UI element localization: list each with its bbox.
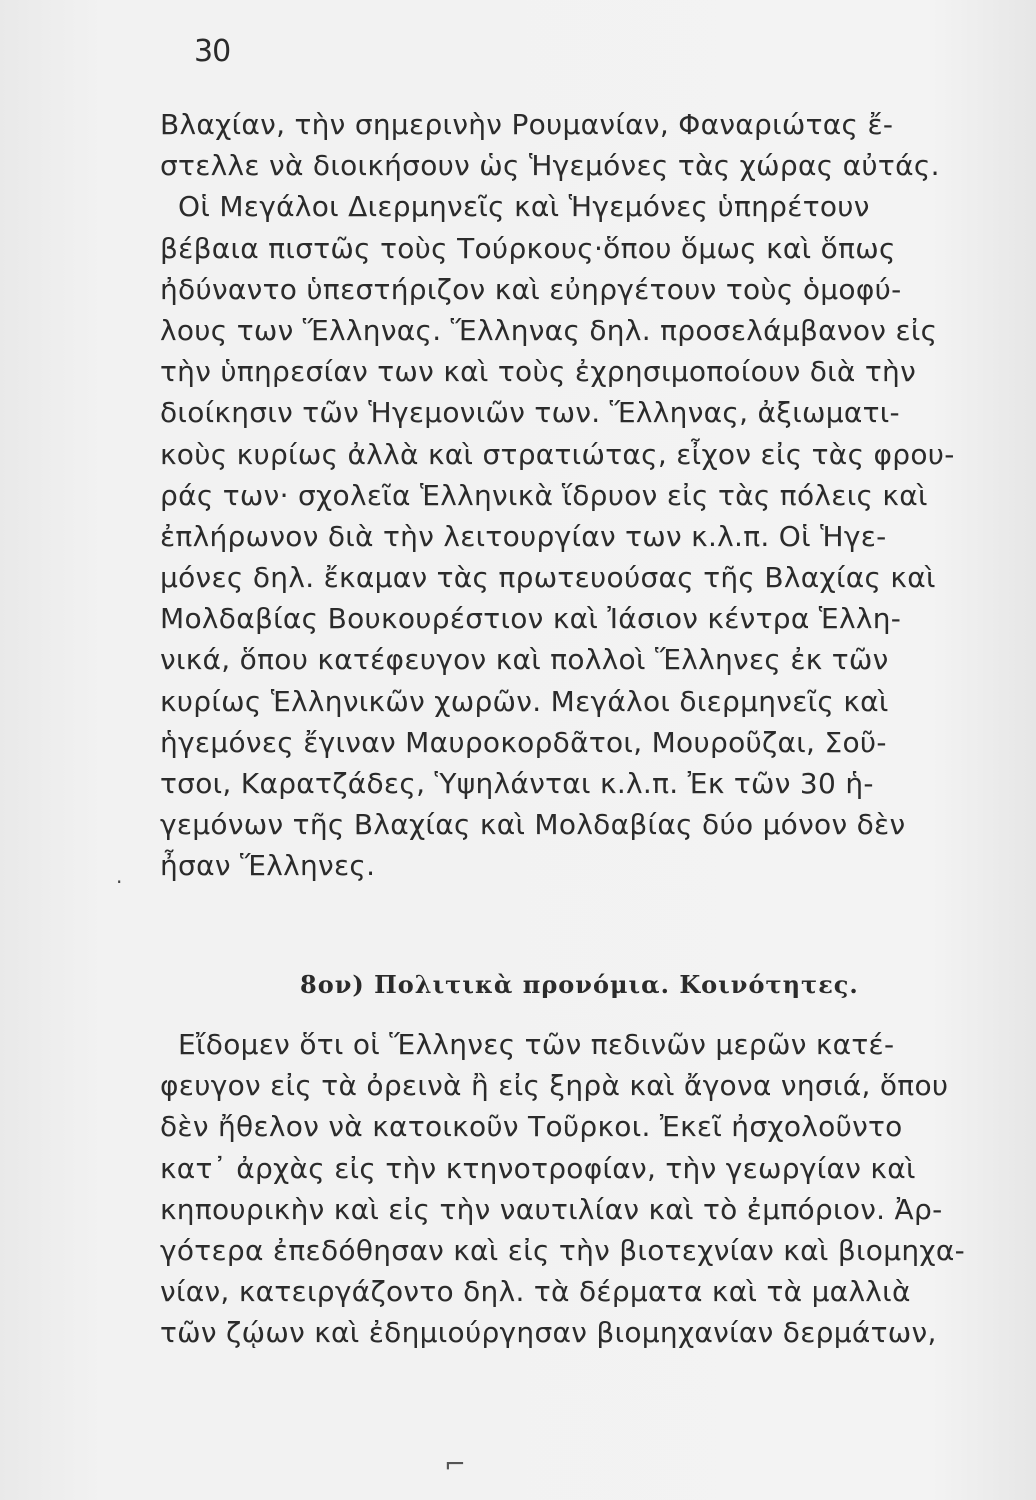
text-line: λους των Ἕλληνας. Ἕλληνας δηλ. προσελάμβανον εἰς [160, 313, 938, 347]
text-line: γότερα ἐπεδόθησαν καὶ εἰς τὴν βιοτεχνίαν καὶ βιομηχα- [160, 1233, 966, 1267]
text-line: τῶν ζῴων καὶ ἐδημιούργησαν βιομηχανίαν δερμάτων, [160, 1316, 937, 1350]
text-line: στελλε νὰ διοικήσουν ὡς Ἡγεμόνες τὰς χώρας αὐτάς. [160, 149, 940, 183]
text-line: ἐπλήρωνον διὰ τὴν λειτουργίαν των κ.λ.π. Οἱ Ἡγε- [160, 519, 887, 553]
paragraph-2 [160, 1024, 990, 1354]
section-heading: 8ον) Πολιτικὰ προνόμια. Κοινότητες. [300, 970, 859, 999]
bottom-ink-mark: ⌐ [444, 1450, 466, 1480]
text-line: γεμόνων τῆς Βλαχίας καὶ Μολδαβίας δύο μόνον δὲν [160, 808, 906, 842]
text-line: Μολδαβίας Βουκουρέστιον καὶ Ἰάσιον κέντρα Ἑλλη- [160, 602, 902, 636]
text-line: φευγον εἰς τὰ ὀρεινὰ ἢ εἰς ξηρὰ καὶ ἄγονα νησιά, ὅπου [160, 1069, 949, 1103]
text-line: Οἱ Μεγάλοι Διερμηνεῖς καὶ Ἡγεμόνες ὑπηρέτουν [178, 190, 870, 224]
text-line: ἡγεμόνες ἔγιναν Μαυροκορδᾶτοι, Μουροῦζαι, Σοῦ- [160, 725, 887, 759]
text-line: ράς των· σχολεῖα Ἑλληνικὰ ἵδρυον εἰς τὰς πόλεις καὶ [160, 478, 928, 512]
text-line: ἠδύναντο ὑπεστήριζον καὶ εὐηργέτουν τοὺς ὁμοφύ- [160, 272, 902, 306]
text-line: τσοι, Καρατζάδες, Ὑψηλάνται κ.λ.π. Ἐκ τῶν 30 ἡ- [160, 767, 874, 800]
margin-dot-mark: · [116, 870, 123, 894]
text-line: νίαν, κατειργάζοντο δηλ. τὰ δέρματα καὶ τὰ μαλλιὰ [160, 1275, 911, 1309]
text-line: Εἴδομεν ὅτι οἱ Ἕλληνες τῶν πεδινῶν μερῶν κατέ- [178, 1028, 895, 1061]
text-line: νικά, ὅπου κατέφευγον καὶ πολλοὶ Ἕλληνες ἐκ τῶν [160, 643, 889, 677]
text-line: διοίκησιν τῶν Ἡγεμονιῶν των. Ἕλληνας, ἀξιωματι- [160, 396, 900, 430]
text-line: Βλαχίαν, τὴν σημερινὴν Ρουμανίαν, Φαναριώτας ἔ- [160, 108, 894, 141]
text-line: μόνες δηλ. ἔκαμαν τὰς πρωτευούσας τῆς Βλαχίας καὶ [160, 561, 936, 595]
text-line: κυρίως Ἑλληνικῶν χωρῶν. Μεγάλοι διερμηνεῖς καὶ [160, 684, 889, 718]
page-number: 30 [194, 34, 231, 69]
text-line: τὴν ὑπηρεσίαν των καὶ τοὺς ἐχρησιμοποίουν διὰ τὴν [160, 355, 917, 389]
text-line: κηπουρικὴν καὶ εἰς τὴν ναυτιλίαν καὶ τὸ ἐμπόριον. Ἀρ- [160, 1192, 943, 1226]
text-line: βέβαια πιστῶς τοὺς Τούρκους·ὅπου ὅμως καὶ ὅπως [160, 231, 896, 265]
paragraph-1 [160, 104, 990, 887]
text-line: κατ᾽ ἀρχὰς εἰς τὴν κτηνοτροφίαν, τὴν γεωργίαν καὶ [160, 1151, 916, 1185]
text-line: δὲν ἤθελον νὰ κατοικοῦν Τοῦρκοι. Ἐκεῖ ἠσχολοῦντο [160, 1110, 903, 1144]
text-line: ἦσαν Ἕλληνες. [160, 849, 376, 883]
text-line: κοὺς κυρίως ἀλλὰ καὶ στρατιώτας, εἶχον εἰς τὰς φρου- [160, 437, 955, 471]
